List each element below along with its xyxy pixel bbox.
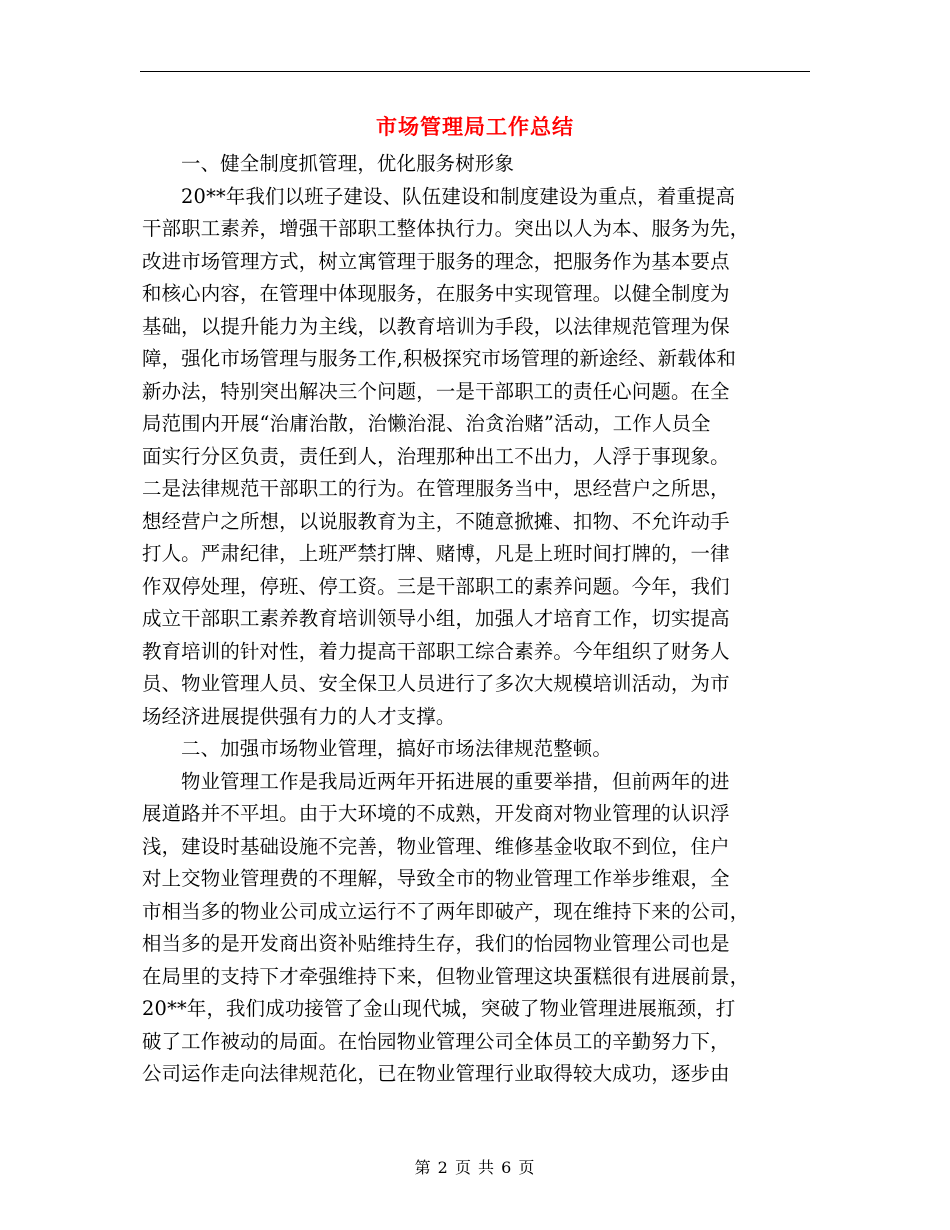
text-line: 二是法律规范干部职工的行为。在管理服务当中，思经营户之所思， xyxy=(142,477,730,500)
page-number: 第 2 页 共 6 页 xyxy=(414,1158,536,1177)
text-line: 场经济进展提供强有力的人才支撑。 xyxy=(142,704,456,728)
text-line: 一、健全制度抓管理，优化服务树形象 xyxy=(181,152,515,175)
text-line: 新办法，特别突出解决三个问题，一是干部职工的责任心问题。在全 xyxy=(142,379,730,403)
text-line: 干部职工素养，增强干部职工整体执行力。突出以人为本、服务为先， xyxy=(142,217,750,240)
text-line: 基础，以提升能力为主线，以教育培训为手段，以法律规范管理为保 xyxy=(142,314,730,338)
text-line: 作双停处理，停班、停工资。三是干部职工的素养问题。今年，我们 xyxy=(142,574,730,598)
text-line: 二、加强市场物业管理，搞好市场法律规范整顿。 xyxy=(181,737,612,760)
text-line: 20**年，我们成功接管了金山现代城，突破了物业管理进展瓶颈，打 xyxy=(142,997,736,1020)
text-line: 破了工作被动的局面。在怡园物业管理公司全体员工的辛勤努力下， xyxy=(142,1029,730,1053)
text-line: 物业管理工作是我局近两年开拓进展的重要举措，但前两年的进 xyxy=(181,769,730,793)
text-line: 想经营户之所想，以说服教育为主，不随意掀摊、扣物、不允许动手 xyxy=(142,509,730,533)
text-line: 20**年我们以班子建设、队伍建设和制度建设为重点，着重提高 xyxy=(181,184,736,208)
header-rule xyxy=(140,71,810,72)
text-line: 成立干部职工素养教育培训领导小组，加强人才培育工作，切实提高 xyxy=(142,607,730,630)
text-line: 公司运作走向法律规范化，已在物业管理行业取得较大成功，逐步由 xyxy=(142,1062,730,1085)
text-line: 面实行分区负责，责任到人，治理那种出工不出力，人浮于事现象。 xyxy=(142,444,730,468)
text-line: 和核心内容，在管理中体现服务，在服务中实现管理。以健全制度为 xyxy=(142,282,730,305)
text-line: 展道路并不平坦。由于大环境的不成熟，开发商对物业管理的认识浮 xyxy=(142,802,730,825)
text-line: 市相当多的物业公司成立运行不了两年即破产，现在维持下来的公司， xyxy=(142,899,750,923)
text-line: 对上交物业管理费的不理解，导致全市的物业管理工作举步维艰，全 xyxy=(142,867,730,890)
text-line: 相当多的是开发商出资补贴维持生存，我们的怡园物业管理公司也是 xyxy=(142,932,730,955)
text-line: 障，强化市场管理与服务工作,积极探究市场管理的新途经、新载体和 xyxy=(142,347,737,370)
text-line: 员、物业管理人员、安全保卫人员进行了多次大规模培训活动，为市 xyxy=(142,672,730,695)
document-title: 市场管理局工作总结 xyxy=(376,114,574,139)
document-body xyxy=(142,148,810,1091)
text-line: 浅，建设时基础设施不完善，物业管理、维修基金收取不到位，住户 xyxy=(142,834,730,858)
text-line: 在局里的支持下才牵强维持下来，但物业管理这块蛋糕很有进展前景， xyxy=(142,964,750,988)
text-line: 改进市场管理方式，树立寓管理于服务的理念，把服务作为基本要点 xyxy=(142,249,730,273)
text-line: 打人。严肃纪律，上班严禁打牌、赌博，凡是上班时间打牌的，一律 xyxy=(142,542,730,565)
text-line: 教育培训的针对性，着力提高干部职工综合素养。今年组织了财务人 xyxy=(142,639,730,663)
text-line: 局范围内开展“治庸治散，治懒治混、治贪治赌”活动，工作人员全 xyxy=(142,412,711,435)
